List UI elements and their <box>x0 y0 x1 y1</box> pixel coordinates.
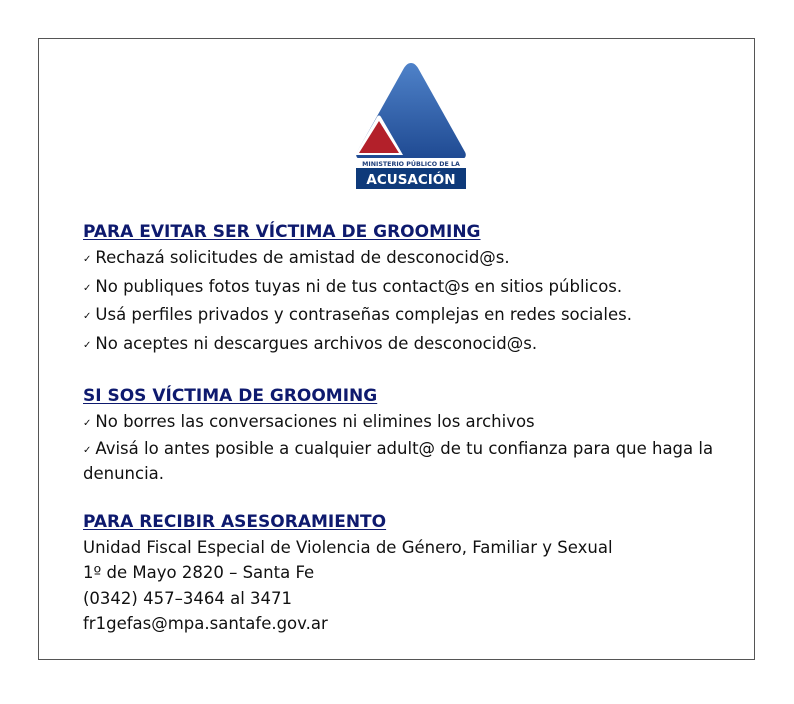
section-victim <box>83 383 733 485</box>
section-contact <box>83 509 733 637</box>
list-item: ✓ No aceptes ni descargues archivos de desconocid@s. <box>83 333 538 353</box>
section-heading: PARA RECIBIR ASESORAMIENTO <box>83 511 387 532</box>
list-item: ✓ Rechazá solicitudes de amistad de desconocid@s. <box>83 248 510 267</box>
list-item: ✓ No publiques fotos tuyas ni de tus contact@s en sitios públicos. <box>83 276 623 296</box>
section-prevent <box>83 219 733 359</box>
content <box>83 219 733 661</box>
list-item: ✓ No borres las conversaciones ni elimines los archivos <box>83 412 535 431</box>
logo-line1: MINISTERIO PÚBLICO DE LA <box>362 161 460 168</box>
logo-line2: ACUSACIÓN <box>366 172 456 188</box>
check-icon: ✓ <box>83 444 92 456</box>
office-name: Unidad Fiscal Especial de Violencia de Género, Familiar y Sexual <box>83 537 613 557</box>
section-heading: PARA EVITAR SER VÍCTIMA DE GROOMING <box>83 222 481 242</box>
check-icon: ✓ <box>83 339 92 351</box>
phone: (0342) 457–3464 al 3471 <box>83 588 293 608</box>
list-item: ✓ Avisá lo antes posible a cualquier adult@ de tu confianza para que haga la denuncia. <box>83 438 714 483</box>
section-heading: SI SOS VÍCTIMA DE GROOMING <box>83 386 378 406</box>
check-icon: ✓ <box>83 254 92 265</box>
check-icon: ✓ <box>83 282 92 294</box>
email: fr1gefas@mpa.santafe.gov.ar <box>83 614 328 633</box>
check-icon: ✓ <box>83 418 92 429</box>
check-icon: ✓ <box>83 311 92 322</box>
list-item: ✓ Usá perfiles privados y contraseñas complejas en redes sociales. <box>83 305 632 324</box>
ministerio-logo <box>353 60 469 190</box>
address: 1º de Mayo 2820 – Santa Fe <box>83 563 315 582</box>
